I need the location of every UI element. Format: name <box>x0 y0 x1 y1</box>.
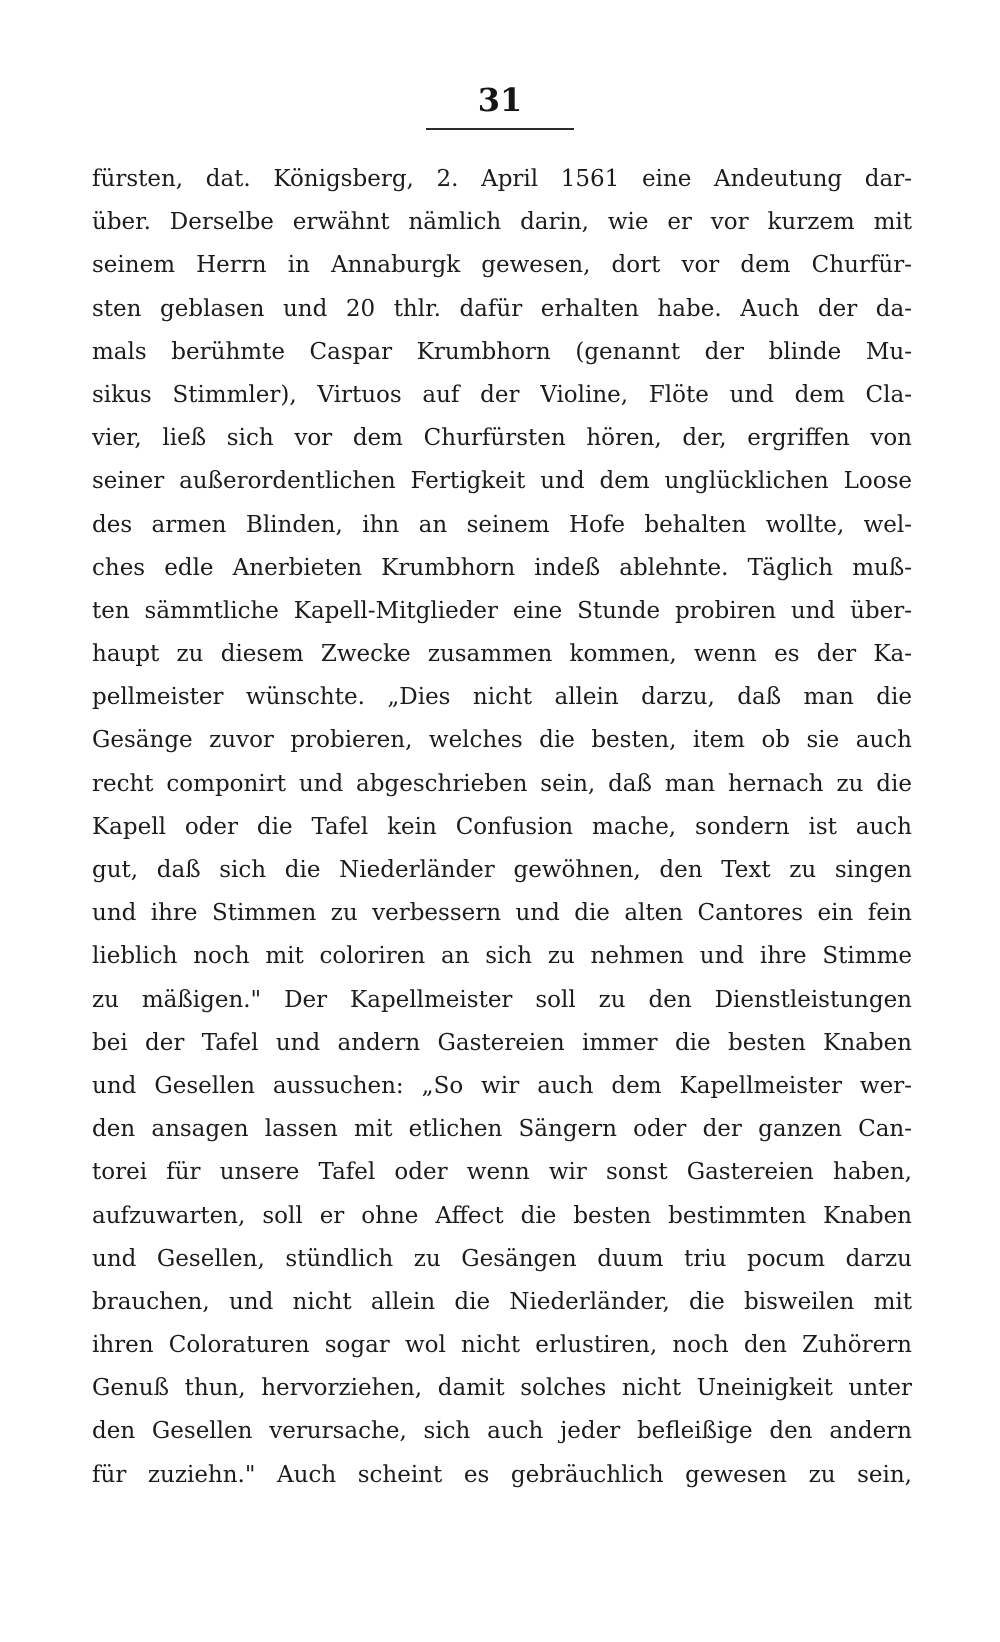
text-line: Gesänge zuvor probieren, welches die besten, item ob sie auch <box>92 727 912 754</box>
text-line: seinem Herrn in Annaburgk gewesen, dort vor dem Churfür- <box>92 252 912 279</box>
text-line: vier, ließ sich vor dem Churfürsten hören, der, ergriffen von <box>92 425 912 452</box>
text-line: zu mäßigen." Der Kapellmeister soll zu den Dienstleistungen <box>92 986 912 1013</box>
text-line: haupt zu diesem Zwecke zusammen kommen, wenn es der Ka- <box>92 641 912 668</box>
text-line: torei für unsere Tafel oder wenn wir sonst Gastereien haben, <box>92 1159 912 1186</box>
text-line: den Gesellen verursache, sich auch jeder befleißige den andern <box>92 1418 912 1445</box>
text-line: den ansagen lassen mit etlichen Sängern oder der ganzen Can- <box>92 1116 912 1143</box>
body-text <box>92 158 912 1497</box>
text-line: mals berühmte Caspar Krumbhorn (genannt der blinde Mu- <box>92 338 912 365</box>
text-line: und ihre Stimmen zu verbessern und die alten Cantores ein fein <box>92 900 912 927</box>
text-line: bei der Tafel und andern Gastereien immer die besten Knaben <box>92 1029 912 1056</box>
text-line: ihren Coloraturen sogar wol nicht erlustiren, noch den Zuhörern <box>92 1332 912 1359</box>
text-line: für zuziehn." Auch scheint es gebräuchlich gewesen zu sein, <box>92 1461 912 1488</box>
text-line: des armen Blinden, ihn an seinem Hofe behalten wollte, wel- <box>92 511 912 538</box>
text-line: sikus Stimmler), Virtuos auf der Violine, Flöte und dem Cla- <box>92 381 912 408</box>
text-line: fürsten, dat. Königsberg, 2. April 1561 eine Andeutung dar- <box>92 166 912 192</box>
page-number: 31 <box>477 81 523 119</box>
text-line: lieblich noch mit coloriren an sich zu nehmen und ihre Stimme <box>92 943 912 970</box>
text-line: ten sämmtliche Kapell-Mitglieder eine Stunde probiren und über- <box>92 597 912 624</box>
text-line: gut, daß sich die Niederländer gewöhnen, den Text zu singen <box>92 857 912 883</box>
text-line: pellmeister wünschte. „Dies nicht allein darzu, daß man die <box>92 684 912 711</box>
text-line: aufzuwarten, soll er ohne Affect die besten bestimmten Knaben <box>92 1202 912 1229</box>
text-line: sten geblasen und 20 thlr. dafür erhalten habe. Auch der da- <box>92 295 912 322</box>
text-line: ches edle Anerbieten Krumbhorn indeß ablehnte. Täglich muß- <box>92 554 912 581</box>
text-line: und Gesellen, stündlich zu Gesängen duum triu pocum darzu <box>92 1245 912 1272</box>
text-line: über. Derselbe erwähnt nämlich darin, wie er vor kurzem mit <box>92 209 912 236</box>
text-line: recht componirt und abgeschrieben sein, daß man hernach zu die <box>92 770 912 797</box>
text-line: Kapell oder die Tafel kein Confusion mache, sondern ist auch <box>92 813 912 840</box>
text-line: und Gesellen aussuchen: „So wir auch dem Kapellmeister wer- <box>92 1072 912 1099</box>
text-line: seiner außerordentlichen Fertigkeit und dem unglücklichen Loose <box>92 468 912 495</box>
text-line: brauchen, und nicht allein die Niederländer, die bisweilen mit <box>92 1288 912 1315</box>
header-rule <box>426 128 574 130</box>
text-line: Genuß thun, hervorziehen, damit solches nicht Uneinigkeit unter <box>92 1375 912 1402</box>
